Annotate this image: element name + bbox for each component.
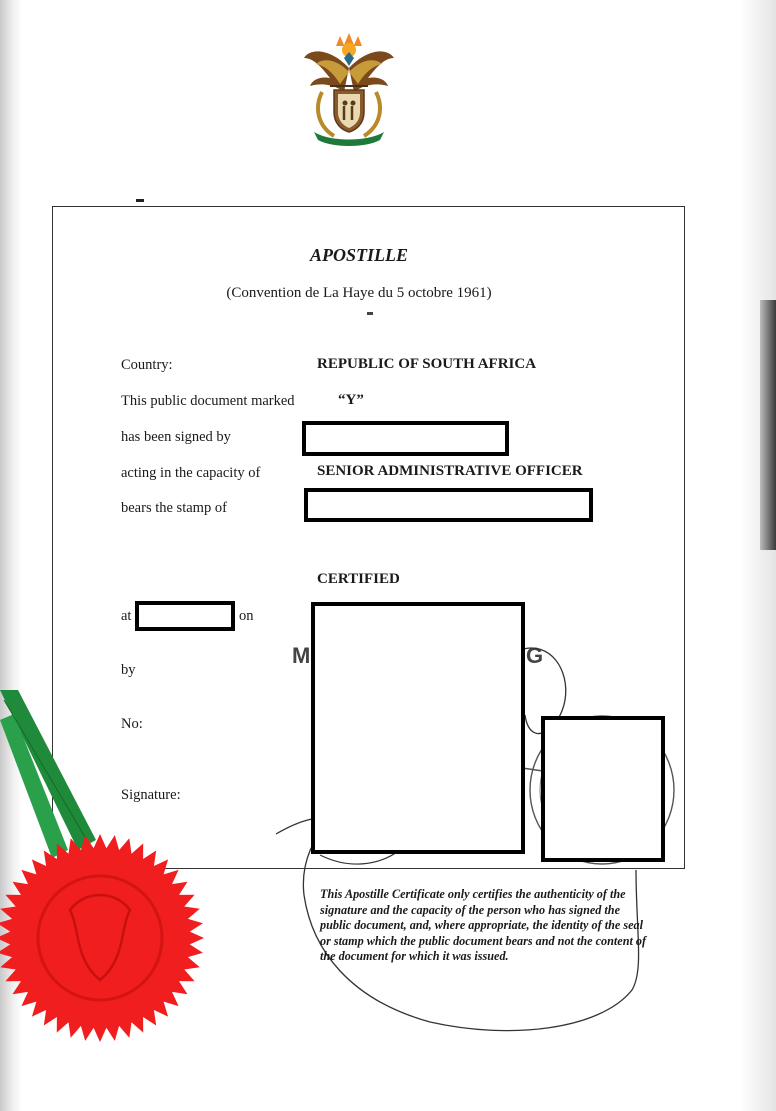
- stamp-text-fragment-left: M: [292, 643, 311, 668]
- redacted-signer-name: [302, 421, 509, 456]
- stamp-label: bears the stamp of: [121, 500, 227, 516]
- stamp-text-fragment-right: G: [526, 643, 544, 668]
- seal-serrated-edge: [0, 834, 204, 1042]
- redacted-place: [135, 601, 235, 631]
- page-edge-shadow-right: [740, 0, 776, 1111]
- signed-by-label: has been signed by: [121, 429, 231, 445]
- by-label: by: [121, 662, 136, 678]
- page-edge-dark-band: [760, 300, 776, 550]
- marked-value: “Y”: [338, 392, 364, 408]
- at-label: at: [121, 608, 132, 624]
- redacted-official-stamp: [311, 602, 525, 854]
- document-subtitle: (Convention de La Haye du 5 octobre 1961): [226, 285, 492, 301]
- ink-speck: [136, 199, 144, 202]
- red-wax-seal-icon: [0, 830, 210, 1045]
- number-label: No:: [121, 716, 143, 732]
- capacity-value: SENIOR ADMINISTRATIVE OFFICER: [317, 463, 583, 479]
- country-label: Country:: [121, 357, 173, 373]
- capacity-label: acting in the capacity of: [121, 465, 261, 481]
- redacted-stamp-of: [304, 488, 593, 522]
- apostille-disclaimer: This Apostille Certificate only certifies the authenticity of the signature and the capacity of the person who has signed the public document, and, where appropriate, the identity of the seal or stamp which the public document bears and not the content of the document for which it was issued.: [320, 887, 647, 963]
- country-value: REPUBLIC OF SOUTH AFRICA: [317, 356, 537, 372]
- signature-label: Signature:: [121, 787, 181, 803]
- certified-heading: CERTIFIED: [317, 571, 400, 587]
- marked-label: This public document marked: [121, 393, 295, 409]
- coat-of-arms-icon: [300, 28, 398, 146]
- redacted-round-stamp: [541, 716, 665, 862]
- ink-speck: [367, 312, 373, 315]
- document-title: APOSTILLE: [309, 245, 408, 265]
- on-label: on: [239, 608, 254, 624]
